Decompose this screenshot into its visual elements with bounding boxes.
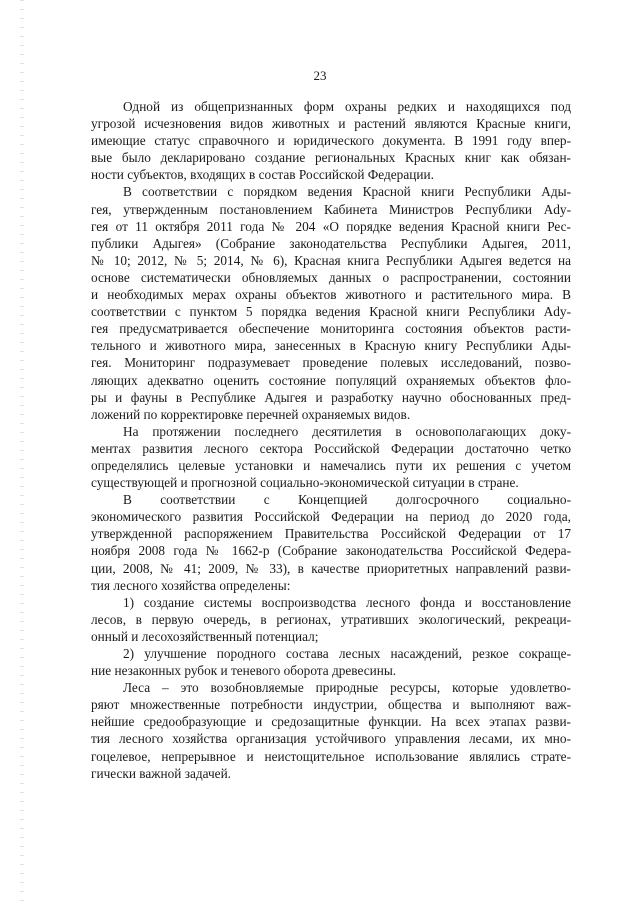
text-line: нейшие средообразующие и средозащитные функции. На всех этапах разви- xyxy=(91,714,571,730)
text-line: экономического развития Российской Федерации на период до 2020 года, xyxy=(91,509,571,525)
paragraph xyxy=(91,491,571,594)
text-line: лесов, в первую очередь, в регионах, утративших экологический, рекреаци- xyxy=(91,611,571,627)
binding-edge-marks xyxy=(20,0,24,905)
paragraph xyxy=(91,423,571,491)
text-line: 1) создание системы воспроизводства лесного фонда и восстановление xyxy=(123,594,571,610)
text-line: Леса – это возобновляемые природные ресурсы, которые удовлетво- xyxy=(123,680,571,696)
text-line: угрозой исчезновения видов животных и растений являются Красные книги, xyxy=(91,116,571,132)
paragraph xyxy=(91,594,571,645)
text-line: гея. Мониторинг подразумевает проведение полевых исследований, позво- xyxy=(91,355,571,371)
text-line: 2) улучшение породного состава лесных насаждений, резкое сокраще- xyxy=(123,646,571,661)
text-line: ции, 2008, № 41; 2009, № 33), в качестве приоритетных направлений разви- xyxy=(91,560,571,576)
text-line: гея от 11 октября 2011 года № 204 «О порядке ведения Красной книги Рес- xyxy=(91,218,571,234)
text-line: имеющие статус справочного и юридического документа. В 1991 году впер- xyxy=(91,133,571,149)
text-line: и необходимых мерах охраны объектов животного и растительного мира. В xyxy=(91,287,571,303)
text-line: ложений по корректировке перечней охраняемых видов. xyxy=(91,406,411,422)
text-line: тия лесного хозяйства организация устойчивого управления лесами, их мно- xyxy=(91,731,571,747)
paragraph xyxy=(91,679,571,782)
text-line: онный и лесохозяйственный потенциал; xyxy=(91,628,319,644)
text-line: В соответствии с Концепцией долгосрочного социально- xyxy=(123,492,571,508)
page-number: 23 xyxy=(313,68,327,83)
text-line: № 10; 2012, № 5; 2014, № 6), Красная книга Республики Адыгея ведется на xyxy=(91,252,571,268)
text-line: В соответствии с порядком ведения Красной книги Республики Ады- xyxy=(123,184,571,200)
text-line: гоцелевое, непрерывное и неистощительное использование являлись страте- xyxy=(91,748,571,764)
text-line: ряют множественные потребности индустрии, общества и выполняют важ- xyxy=(91,697,571,713)
text-line: тия лесного хозяйства определены: xyxy=(91,577,291,593)
text-line: Одной из общепризнанных форм охраны редких и находящихся под xyxy=(123,99,571,114)
paragraph xyxy=(91,183,571,422)
text-line: ры и фауны в Республике Адыгея и разработку научно обоснованных пред- xyxy=(91,389,571,405)
text-line: вые было декларировано создание региональных Красных книг как обязан- xyxy=(91,150,571,166)
text-line: ноября 2008 года № 1662-р (Собрание законодательства Российской Федера- xyxy=(91,543,571,559)
paragraph xyxy=(91,98,571,183)
text-line: ние незаконных рубок и теневого оборота древесины. xyxy=(91,663,397,679)
text-line: существующей и прогнозной социально-экономической ситуации в стране. xyxy=(91,475,519,491)
text-line: основе систематически обновляемых данных о распространении, состоянии xyxy=(91,269,571,285)
text-line: тельного и животного мира, занесенных в Красную книгу Республики Ады- xyxy=(91,338,571,354)
text-line: ментах развития лесного сектора Российской Федерации достаточно четко xyxy=(91,440,571,456)
text-line: ляющих адекватно оценить состояние популяций охраняемых объектов фло- xyxy=(91,372,571,388)
text-line: гея предусматривается обеспечение мониторинга состояния объектов расти- xyxy=(91,321,571,337)
document-body xyxy=(91,98,571,782)
text-line: соответствии с пунктом 5 порядка ведения Красной книги Республики Ady- xyxy=(91,304,571,320)
text-line: утвержденной распоряжением Правительства Российской Федерации от 17 xyxy=(91,526,571,542)
text-line: публики Адыгея» (Собрание законодательства Республики Адыгея, 2011, xyxy=(91,235,571,251)
text-line: гея, утвержденным постановлением Кабинета Министров Республики Ady- xyxy=(91,201,571,217)
text-line: На протяжении последнего десятилетия в основополагающих доку- xyxy=(123,423,571,439)
text-line: гически важной задачей. xyxy=(91,765,232,781)
paragraph xyxy=(91,645,571,679)
text-line: определялись целевые установки и намечались пути их решения с учетом xyxy=(91,457,571,473)
text-line: ности субъектов, входящих в состав Российской Федерации. xyxy=(91,167,434,183)
